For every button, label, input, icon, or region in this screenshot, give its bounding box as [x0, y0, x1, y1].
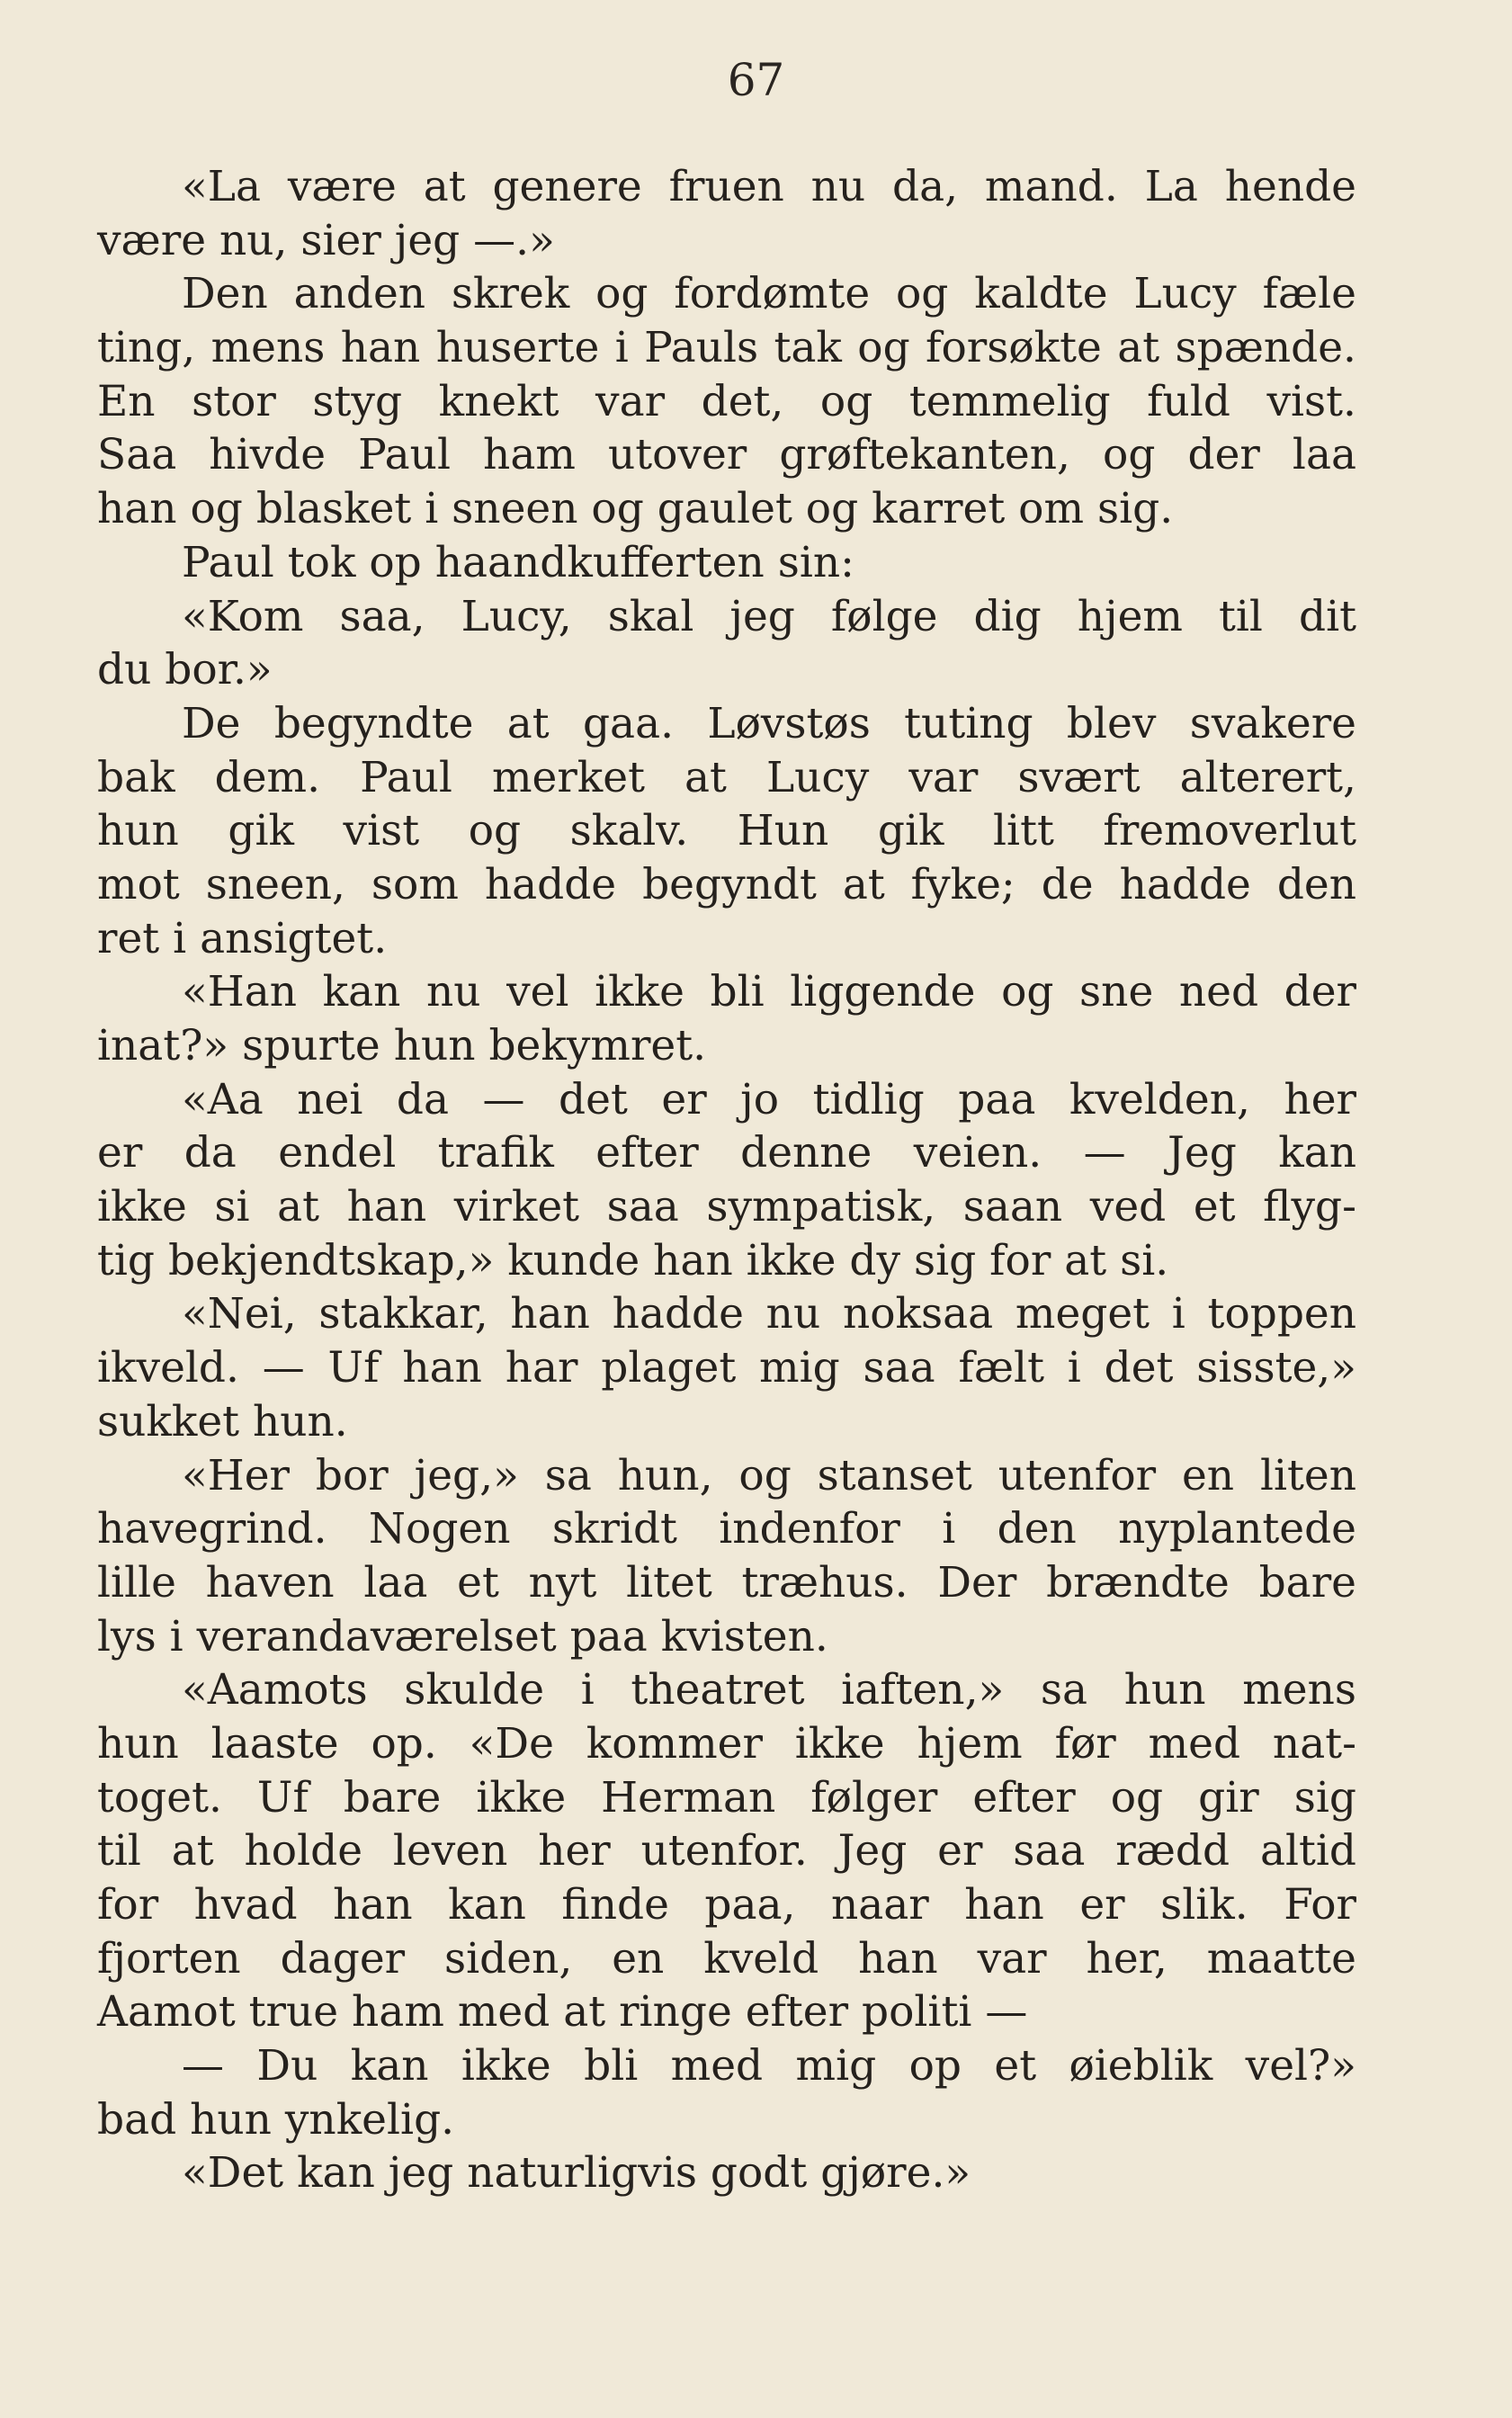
- text-line: tig bekjendtskap,» kunde han ikke dy sig for at si.: [97, 1235, 1169, 1285]
- text-line: «Nei, stakkar, han hadde nu noksaa meget i toppen: [182, 1289, 1356, 1339]
- text-line: ikveld. — Uf han har plaget mig saa fælt i det sisste,»: [97, 1343, 1356, 1393]
- text-line: lille haven laa et nyt litet træhus. Der brændte bare: [97, 1557, 1356, 1608]
- text-line: Paul tok op haandkufferten sin:: [182, 537, 854, 587]
- text-line: «La være at genere fruen nu da, mand. La hende: [182, 162, 1356, 211]
- text-line: ting, mens han huserte i Pauls tak og forsøkte at spænde.: [97, 323, 1356, 373]
- text-line: være nu, sier jeg —.»: [97, 215, 555, 265]
- text-line: sukket hun.: [97, 1396, 348, 1446]
- text-line: bad hun ynkelig.: [97, 2094, 455, 2145]
- text-line: ikke si at han virket saa sympatisk, saan ved et flyg-: [97, 1182, 1356, 1232]
- text-line: «Kom saa, Lucy, skal jeg følge dig hjem til dit: [182, 591, 1356, 641]
- text-line: han og blasket i sneen og gaulet og karret om sig.: [97, 484, 1174, 534]
- text-line: hun gik vist og skalv. Hun gik litt fremoverlut: [97, 806, 1356, 856]
- text-line: er da endel trafik efter denne veien. — Jeg kan: [97, 1128, 1356, 1178]
- text-line: inat?» spurte hun bekymret.: [97, 1021, 707, 1070]
- text-line: for hvad han kan finde paa, naar han er slik. For: [97, 1880, 1356, 1930]
- text-line: — Du kan ikke bli med mig op et øieblik vel?»: [182, 2041, 1356, 2091]
- text-line: hun laaste op. «De kommer ikke hjem før med nat-: [97, 1718, 1356, 1769]
- text-line: En stor styg knekt var det, og temmelig fuld vist.: [97, 376, 1356, 426]
- text-line: De begyndte at gaa. Løvstøs tuting blev svakere: [182, 698, 1356, 748]
- text-line: Saa hivde Paul ham utover grøftekanten, og der laa: [97, 430, 1356, 480]
- text-line: toget. Uf bare ikke Herman følger efter og gir sig: [97, 1772, 1356, 1822]
- text-line: «Aa nei da — det er jo tidlig paa kvelden, her: [182, 1074, 1356, 1124]
- page-number: 67: [727, 54, 785, 106]
- text-line: «Det kan jeg naturligvis godt gjøre.»: [182, 2148, 971, 2199]
- body-text: [97, 160, 1356, 2200]
- text-line: Den anden skrek og fordømte og kaldte Lucy fæle: [182, 269, 1356, 319]
- text-line: fjorten dager siden, en kveld han var her, maatte: [97, 1933, 1356, 1984]
- text-line: havegrind. Nogen skridt indenfor i den nyplantede: [97, 1504, 1356, 1554]
- text-line: «Han kan nu vel ikke bli liggende og sne ned der: [182, 967, 1356, 1017]
- text-line: bak dem. Paul merket at Lucy var svært alterert,: [97, 752, 1356, 802]
- text-line: du bor.»: [97, 645, 273, 695]
- text-line: ret i ansigtet.: [97, 913, 388, 963]
- text-line: «Aamots skulde i theatret iaften,» sa hun mens: [182, 1665, 1356, 1715]
- text-line: «Her bor jeg,» sa hun, og stanset utenfor en liten: [182, 1450, 1356, 1500]
- text-line: lys i verandaværelset paa kvisten.: [97, 1611, 828, 1661]
- text-line: mot sneen, som hadde begyndt at fyke; de hadde den: [97, 859, 1356, 909]
- text-line: til at holde leven her utenfor. Jeg er saa rædd altid: [97, 1826, 1356, 1876]
- text-line: Aamot true ham med at ringe efter politi —: [97, 1987, 1028, 2037]
